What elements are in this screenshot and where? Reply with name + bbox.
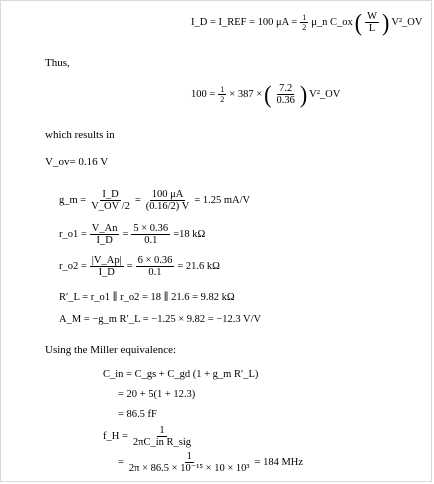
eq2-ratio-fraction bbox=[274, 83, 296, 106]
ro1-f2-den: 0.1 bbox=[144, 235, 158, 246]
fh-fraction-1 bbox=[131, 425, 193, 448]
eq1-close-paren: ) bbox=[382, 8, 390, 36]
ro1-equation bbox=[59, 223, 205, 246]
substitution-equation bbox=[191, 80, 341, 108]
ro2-lhs: r_o2 = bbox=[59, 261, 87, 272]
ro1-eq: = bbox=[122, 229, 129, 240]
drain-current-equation bbox=[191, 8, 423, 36]
ro2-fraction-1 bbox=[90, 255, 124, 278]
eq1-wl-den: L bbox=[368, 23, 376, 34]
gm-f1-den: V_OV /2 bbox=[91, 201, 130, 212]
fh-eq: = bbox=[118, 457, 124, 468]
gm-eq: = bbox=[134, 195, 141, 206]
gm-equation bbox=[59, 189, 250, 212]
eq2-lhs: 100 = bbox=[191, 89, 216, 100]
fh-fraction-2 bbox=[127, 451, 252, 474]
rl-equation: R′_L = r_o1 ∥ r_o2 = 18 ∥ 21.6 = 9.82 kΩ bbox=[59, 292, 235, 303]
text-miller: Using the Miller equivalence: bbox=[45, 344, 177, 356]
ro1-result: =18 kΩ bbox=[173, 229, 206, 240]
eq1-coef: μ_n C_ox bbox=[311, 17, 353, 28]
gm-f2-den: (0.16/2) V bbox=[145, 201, 190, 212]
cin-line-2: = 20 + 5(1 + 12.3) bbox=[118, 389, 196, 400]
ro2-equation bbox=[59, 255, 220, 278]
ro1-f1-den: I_D bbox=[96, 235, 113, 246]
gm-lhs: g_m = bbox=[59, 195, 87, 206]
fh-f2-num: 1 bbox=[186, 451, 192, 462]
am-equation: A_M = −g_m R′_L = −1.25 × 9.82 = −12.3 V/V bbox=[59, 314, 262, 325]
ro2-fraction-2 bbox=[136, 255, 175, 278]
ro2-f1-den: I_D bbox=[98, 267, 115, 278]
gm-f1-num: I_D bbox=[102, 189, 119, 200]
ro2-result: = 21.6 kΩ bbox=[177, 261, 220, 272]
eq1-open-paren: ( bbox=[354, 8, 363, 36]
ro1-f2-num: 5 × 0.36 bbox=[133, 223, 169, 234]
vov-result: V_ov= 0.16 V bbox=[45, 156, 109, 168]
gm-fraction-2 bbox=[144, 189, 192, 212]
text-thus: Thus, bbox=[45, 57, 70, 69]
eq1-half-fraction bbox=[300, 13, 308, 32]
gm-f2-num: 100 μA bbox=[151, 189, 184, 200]
fh-definition bbox=[103, 425, 194, 448]
fh-f1-num: 1 bbox=[159, 425, 165, 436]
fh-result-equation bbox=[118, 451, 303, 474]
eq2-half-num: 1 bbox=[220, 85, 225, 94]
gm-fraction-1 bbox=[89, 189, 132, 212]
eq1-wl-fraction bbox=[365, 11, 379, 34]
eq2-half-den: 2 bbox=[220, 95, 225, 104]
ro2-f2-num: 6 × 0.36 bbox=[137, 255, 173, 266]
eq1-half-num: 1 bbox=[302, 13, 307, 22]
eq2-ratio-den: 0.36 bbox=[276, 95, 295, 106]
ro1-fraction-2 bbox=[131, 223, 170, 246]
eq2-mid: × 387 × bbox=[229, 89, 263, 100]
cin-line-1: C_in = C_gs + C_gd (1 + g_m R′_L) bbox=[103, 369, 259, 380]
ro1-lhs: r_o1 = bbox=[59, 229, 87, 240]
eq1-lhs: I_D = I_REF = 100 μA = bbox=[191, 17, 298, 28]
ro2-f1-num: |V_Ap| bbox=[91, 255, 122, 266]
ro2-eq: = bbox=[126, 261, 133, 272]
ro2-f2-den: 0.1 bbox=[148, 267, 162, 278]
eq2-tail: V²_OV bbox=[309, 89, 341, 100]
eq2-close-paren: ) bbox=[299, 80, 308, 108]
fh-lhs: f_H = bbox=[103, 431, 128, 442]
cin-line-3: = 86.5 fF bbox=[118, 409, 157, 420]
eq1-half-den: 2 bbox=[302, 23, 307, 32]
gm-result: = 1.25 mA/V bbox=[194, 195, 251, 206]
eq2-open-paren: ( bbox=[264, 80, 272, 108]
ro1-fraction-1 bbox=[90, 223, 120, 246]
eq1-tail: V²_OV bbox=[391, 17, 423, 28]
fh-result: = 184 MHz bbox=[254, 457, 304, 468]
ro1-f1-num: V_An bbox=[91, 223, 118, 234]
eq2-half-fraction bbox=[218, 85, 226, 104]
fh-f2-den: 2π × 86.5 × 10⁻¹⁵ × 10 × 10³ bbox=[128, 463, 250, 474]
text-results-in: which results in bbox=[45, 129, 115, 141]
fh-f1-den: 2πC_in R_sig bbox=[132, 437, 191, 448]
eq2-ratio-num: 7.2 bbox=[279, 83, 293, 94]
eq1-wl-num: W bbox=[367, 11, 377, 22]
